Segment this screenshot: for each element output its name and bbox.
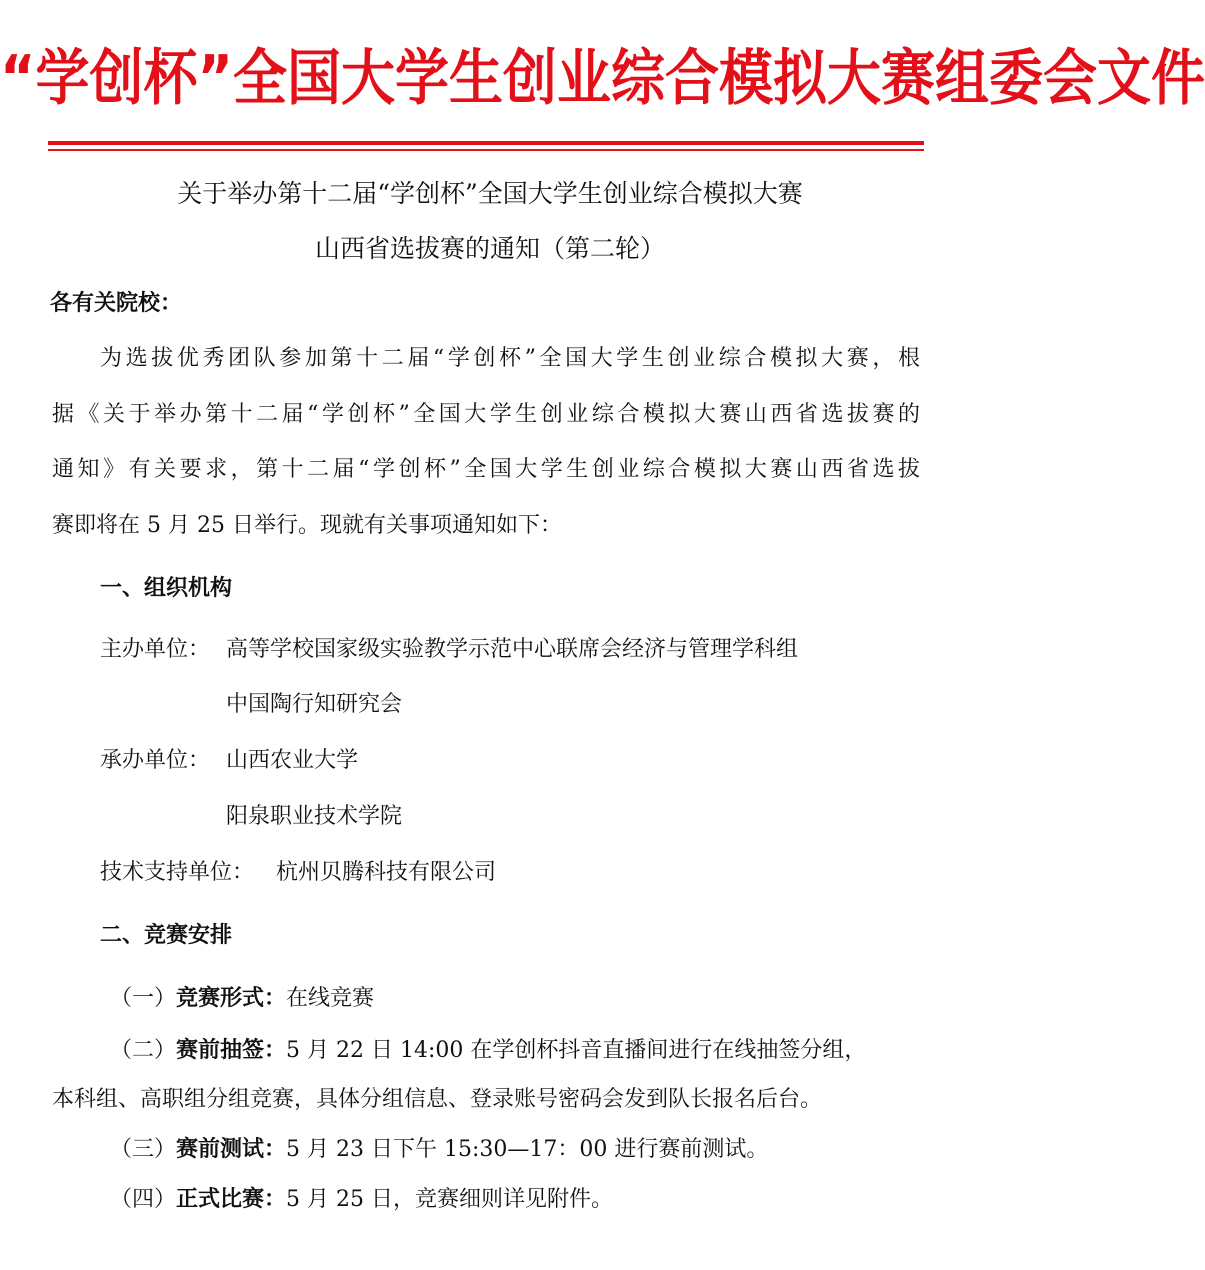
- section1-heading: 一、组织机构: [100, 576, 233, 601]
- item2-key: 赛前抽签：: [176, 1038, 287, 1063]
- item2-continuation: 本科组、高职组分组竞赛，具体分组信息、登录账号密码会发到队长报名后台。: [52, 1087, 823, 1112]
- organizer-label: 承办单位：: [100, 748, 211, 773]
- section2-heading: 二、竞赛安排: [100, 923, 233, 948]
- host-label: 主办单位：: [100, 637, 211, 662]
- document-header: “学创杯”全国大学生创业综合模拟大赛组委会文件: [0, 42, 1205, 113]
- notice-title-line1: 关于举办第十二届“学创杯”全国大学生创业综合模拟大赛: [177, 179, 803, 208]
- item1-text: 在线竞赛: [286, 986, 375, 1011]
- host-org-1: 高等学校国家级实验教学示范中心联席会经济与管理学科组: [226, 637, 799, 662]
- item2-number: （二）: [110, 1038, 177, 1063]
- organizer-org-1: 山西农业大学: [226, 748, 359, 773]
- item1-key: 竞赛形式：: [176, 986, 287, 1011]
- arrangement-item-1: [110, 983, 374, 1015]
- organizer-org-2: 阳泉职业技术学院: [226, 804, 403, 829]
- arrangement-item-2: [110, 1035, 866, 1067]
- salutation: 各有关院校：: [50, 291, 183, 316]
- arrangement-item-4: [110, 1184, 613, 1216]
- intro-line2: 据《关于举办第十二届“学创杯”全国大学生创业综合模拟大赛山西省选拔赛的: [52, 402, 920, 427]
- support-label: 技术支持单位：: [100, 860, 255, 885]
- item3-number: （三）: [110, 1137, 177, 1162]
- intro-line4: 赛即将在 5 月 25 日举行。现就有关事项通知如下：: [52, 513, 562, 538]
- intro-line1: 为选拔优秀团队参加第十二届“学创杯”全国大学生创业综合模拟大赛，根: [100, 346, 920, 371]
- arrangement-item-3: [110, 1134, 768, 1166]
- item2-text: 5 月 22 日 14:00 在学创杯抖音直播间进行在线抽签分组，: [286, 1038, 867, 1063]
- notice-title-line2: 山西省选拔赛的通知（第二轮）: [314, 234, 665, 263]
- header-rule-thick: [48, 141, 924, 145]
- item4-key: 正式比赛：: [176, 1187, 287, 1212]
- host-org-2: 中国陶行知研究会: [226, 692, 403, 717]
- item4-number: （四）: [110, 1187, 177, 1212]
- item3-key: 赛前测试：: [176, 1137, 287, 1162]
- item1-number: （一）: [110, 986, 177, 1011]
- support-org-1: 杭州贝腾科技有限公司: [276, 860, 497, 885]
- header-rule-thin: [48, 149, 924, 151]
- item3-text: 5 月 23 日下午 15:30—17：00 进行赛前测试。: [286, 1137, 769, 1162]
- item4-text: 5 月 25 日，竞赛细则详见附件。: [286, 1187, 614, 1212]
- intro-line3: 通知》有关要求，第十二届“学创杯”全国大学生创业综合模拟大赛山西省选拔: [52, 457, 920, 482]
